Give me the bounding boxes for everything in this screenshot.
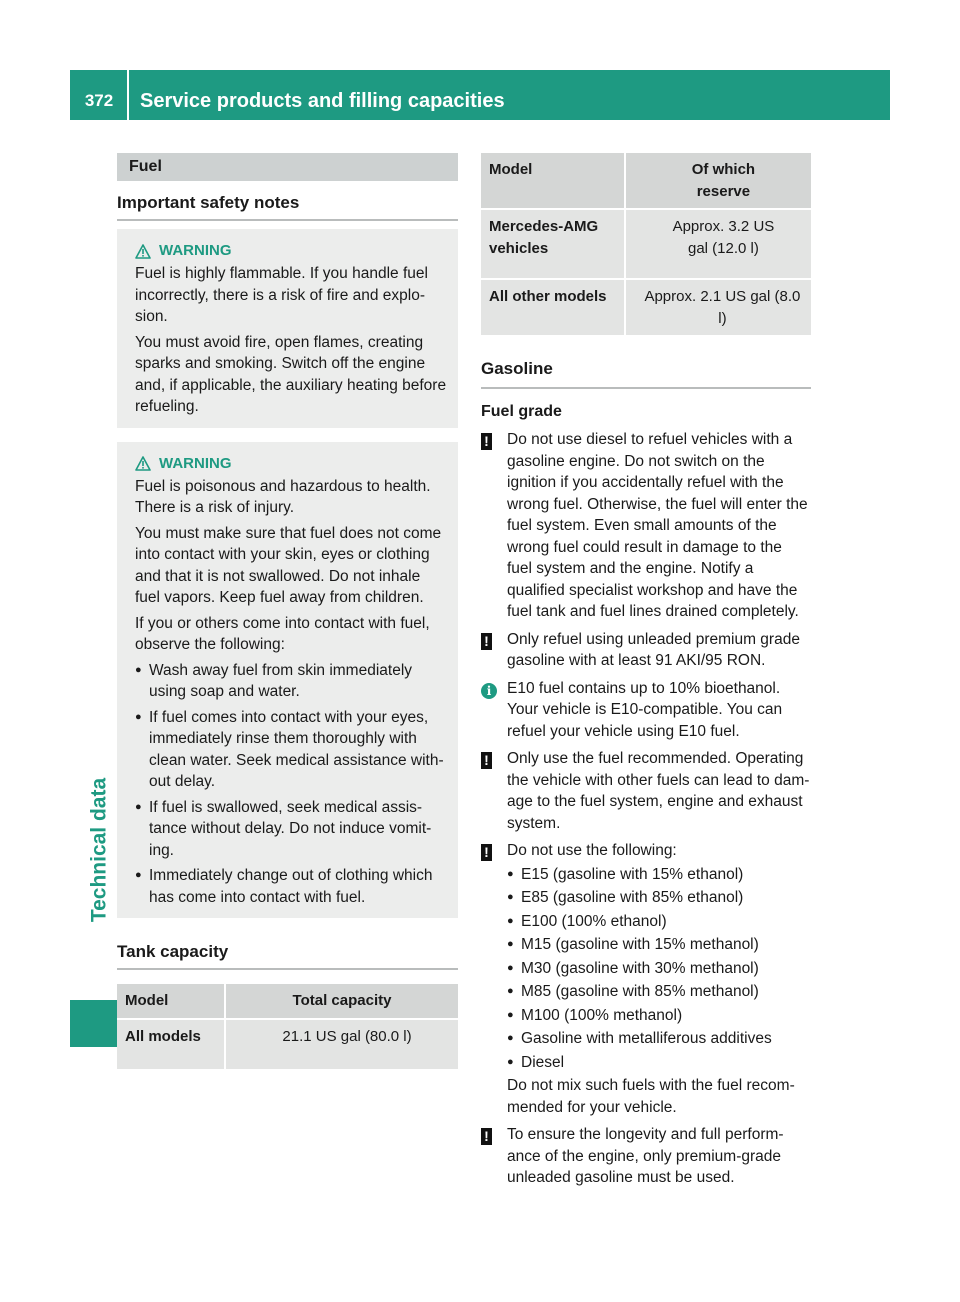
list-item	[135, 660, 448, 703]
warning-title	[135, 454, 448, 474]
list-item-text: M85 (gasoline with 85% methanol)	[521, 983, 759, 1000]
heading-rule	[117, 968, 458, 970]
note-text: E10 fuel contains up to 10% bioethanol. Your vehicle is E10-compatible. You can refuel your vehicle using E10 fuel.	[507, 679, 783, 740]
bullet-icon: ●	[507, 914, 514, 927]
warning-text: Fuel is highly flammable. If you handle fuel incorrectly, there is a risk of fire and explo-sion.	[135, 265, 428, 325]
warning-label: WARNING	[159, 242, 232, 259]
gasoline-heading: Gasoline	[481, 359, 553, 378]
note-text: Do not use the following:	[507, 842, 677, 859]
warning-label: WARNING	[159, 454, 232, 472]
list-item-text: Wash away fuel from skin immediately using soap and water.	[149, 661, 413, 700]
bullet-icon: ●	[507, 1032, 514, 1044]
page-number: 372	[84, 91, 114, 110]
bullet-icon: ●	[507, 867, 514, 880]
bullet-icon: ●	[135, 800, 142, 813]
list-item-text: Immediately change out of clothing which has come into contact with fuel.	[149, 867, 433, 906]
exclamation-icon: !	[481, 1128, 492, 1145]
bullet-icon: ●	[507, 961, 514, 974]
list-item-text: E100 (100% ethanol)	[521, 912, 667, 930]
bullet-icon: ●	[507, 1055, 514, 1068]
exclamation-icon: !	[481, 752, 492, 769]
table-row	[481, 209, 811, 279]
table-row	[481, 279, 811, 335]
note-item	[481, 748, 811, 834]
note-text: Only refuel using unleaded premium grade gasoline with at least 91 AKI/95 RON.	[507, 630, 800, 669]
warning-text: Fuel is poisonous and hazardous to health. There is a risk of injury.	[135, 477, 431, 516]
warning-text: If you or others come into contact with fuel, observe the following:	[135, 614, 430, 653]
list-item	[135, 797, 448, 862]
list-item	[507, 1028, 811, 1050]
note-do-not-use	[507, 840, 811, 1118]
tank-capacity-table	[117, 984, 458, 1069]
warning-triangle-icon	[135, 456, 151, 471]
note-text: Do not mix such fuels with the fuel recom-mended for your vehicle.	[507, 1077, 795, 1116]
warning-text: You must make sure that fuel does not come into contact with your skin, eyes or clothing and that it is not swallowed. Do not inhale fuel vapors. Keep fuel away from children.	[135, 524, 442, 606]
table-cell-model: Mercedes-AMG vehicles	[481, 209, 625, 279]
note-item	[481, 678, 811, 743]
list-item	[507, 934, 811, 956]
list-item	[507, 1005, 811, 1027]
bullet-icon: ●	[507, 938, 514, 950]
table-header-model: Model	[481, 153, 625, 209]
list-item-text: M15 (gasoline with 15% methanol)	[521, 936, 759, 953]
header-divider	[127, 70, 129, 120]
table-header-row	[117, 984, 458, 1019]
heading-rule	[481, 387, 811, 389]
list-item-text: M30 (gasoline with 30% methanol)	[521, 959, 759, 977]
right-column	[481, 153, 811, 1189]
fuel-grade-heading: Fuel grade	[481, 403, 562, 420]
note-item	[481, 840, 811, 1118]
warning-box-poisonous	[117, 442, 458, 919]
note-text: Do not use diesel to refuel vehicles with a gasoline engine. Do not switch on the ignition if you accidentally refuel with the wrong fuel. Otherwise, the fuel will enter the fuel system. Even small amounts of the wrong fuel could result in damage to the fuel system and the engine. Notify a qualified specialist workshop and have the fuel tank and fuel lines drained completely.	[507, 431, 808, 620]
table-cell-model: All models	[117, 1019, 225, 1069]
list-item	[507, 981, 811, 1003]
info-icon: i	[481, 683, 497, 699]
table-cell-reserve: Approx. 3.2 US gal (12.0 l)	[625, 209, 811, 279]
list-item	[507, 864, 811, 886]
table-cell-reserve: Approx. 2.1 US gal (8.0 l)	[625, 279, 811, 335]
side-tab-label: Technical data	[87, 777, 111, 923]
heading-rule	[117, 219, 458, 221]
list-item-text: E15 (gasoline with 15% ethanol)	[521, 865, 744, 883]
list-item	[507, 887, 811, 909]
table-header-model: Model	[117, 984, 225, 1019]
warning-title	[135, 241, 448, 261]
table-header-reserve: Of which reserve	[625, 153, 811, 209]
list-item	[507, 958, 811, 980]
list-item	[135, 707, 448, 793]
reserve-table	[481, 153, 811, 335]
table-header-total-capacity: Total capacity	[225, 984, 458, 1019]
list-item-text: Diesel	[521, 1053, 565, 1071]
warning-triangle-icon	[135, 244, 151, 259]
table-row	[117, 1019, 458, 1069]
table-cell-capacity: 21.1 US gal (80.0 l)	[225, 1019, 458, 1069]
list-item-text: If fuel comes into contact with your eyes, immediately rinse them thoroughly with clean water. Seek medical assistance with-out delay.	[149, 708, 444, 790]
list-item	[135, 865, 448, 908]
table-cell-model: All other models	[481, 279, 625, 335]
table-header-row	[481, 153, 811, 209]
list-item	[507, 911, 811, 933]
warning-text: You must avoid fire, open flames, creating sparks and smoking. Switch off the engine and, if applicable, the auxiliary heating before refueling.	[135, 333, 447, 415]
bullet-icon: ●	[135, 663, 142, 676]
note-item	[481, 429, 811, 623]
bullet-icon: ●	[507, 891, 514, 903]
exclamation-icon: !	[481, 633, 492, 650]
warning-box-flammable	[117, 229, 458, 428]
exclamation-icon: !	[481, 433, 492, 450]
list-item-text: If fuel is swallowed, seek medical assis-tance without delay. Do not induce vomit-ing.	[149, 798, 432, 859]
list-item-text: E85 (gasoline with 85% ethanol)	[521, 889, 744, 906]
section-title-fuel: Fuel	[117, 153, 458, 181]
bullet-icon: ●	[135, 710, 142, 723]
left-column	[117, 153, 458, 1069]
safety-heading: Important safety notes	[117, 193, 300, 212]
list-item-text: M100 (100% methanol)	[521, 1006, 683, 1024]
note-text: Only use the fuel recommended. Operating the vehicle with other fuels can lead to dam-age to the fuel system, engine and exhaust system.	[507, 750, 810, 832]
tank-capacity-heading: Tank capacity	[117, 942, 229, 961]
page-title: Service products and filling capacities	[140, 90, 505, 112]
bullet-icon: ●	[135, 869, 142, 881]
exclamation-icon: !	[481, 844, 492, 861]
note-item	[481, 629, 811, 672]
bullet-icon: ●	[507, 1008, 514, 1021]
list-item-text: Gasoline with metalliferous additives	[521, 1030, 772, 1047]
bullet-icon: ●	[507, 985, 514, 997]
note-text: To ensure the longevity and full perform-ance of the engine, only premium-grade unleaded gasoline must be used.	[507, 1126, 784, 1186]
list-item	[507, 1052, 811, 1074]
note-item	[481, 1124, 811, 1189]
